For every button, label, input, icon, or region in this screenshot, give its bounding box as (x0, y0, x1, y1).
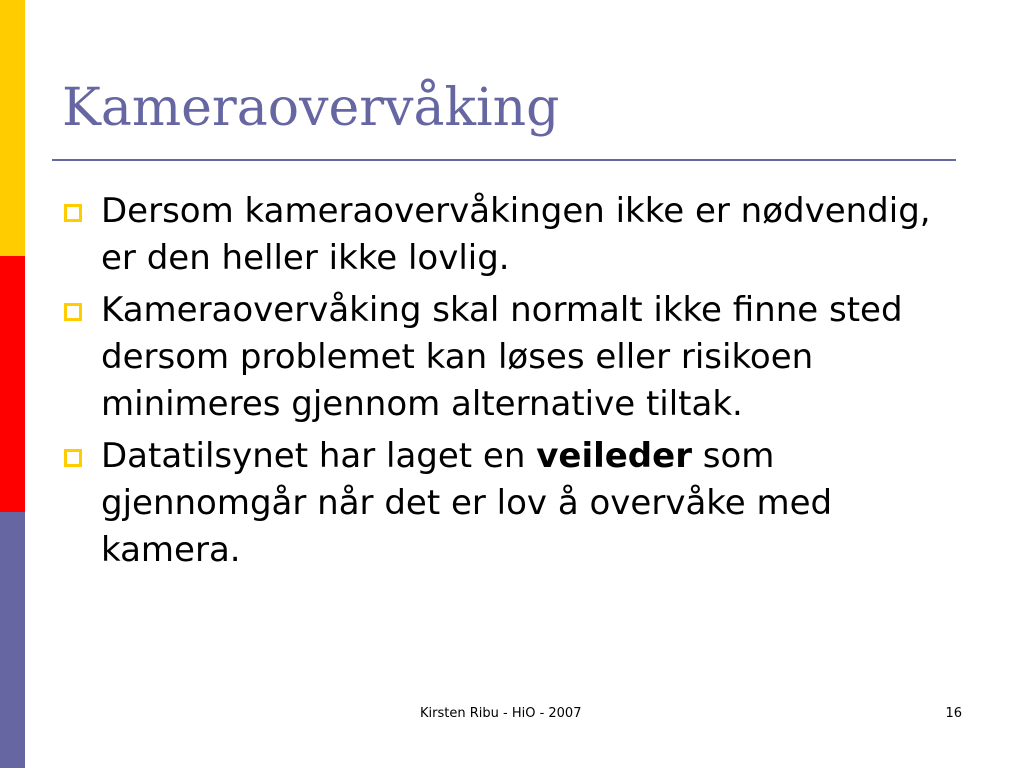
bullet-item (62, 188, 962, 282)
sidebar-stripe-blue (0, 512, 25, 768)
hollow-square-icon (64, 449, 82, 467)
bullet-text: Dersom kameraovervåkingen ikke er nødvendig, er den heller ikke lovlig. (101, 191, 931, 278)
sidebar-stripe-red (0, 256, 25, 512)
bullet-text: Kameraovervåking skal normalt ikke finne sted dersom problemet kan løses eller risikoen minimeres gjennom alternative tiltak. (101, 290, 903, 424)
slide-title: Kameraovervåking (62, 78, 560, 138)
hollow-square-icon (64, 204, 82, 222)
page-number: 16 (945, 706, 962, 721)
bullet-list (62, 188, 962, 579)
footer-text: Kirsten Ribu - HiO - 2007 (420, 706, 582, 721)
bullet-text-before: Datatilsynet har laget en (101, 436, 537, 476)
sidebar-stripe-yellow (0, 0, 25, 256)
bullet-text-emphasis: veileder (536, 436, 692, 476)
bullet-item (62, 433, 962, 574)
bullet-item (62, 287, 962, 428)
hollow-square-icon (64, 303, 82, 321)
bullet-text-after: som gjennomgår når det er lov å overvåke med kamera. (101, 436, 833, 570)
title-divider (52, 159, 956, 161)
